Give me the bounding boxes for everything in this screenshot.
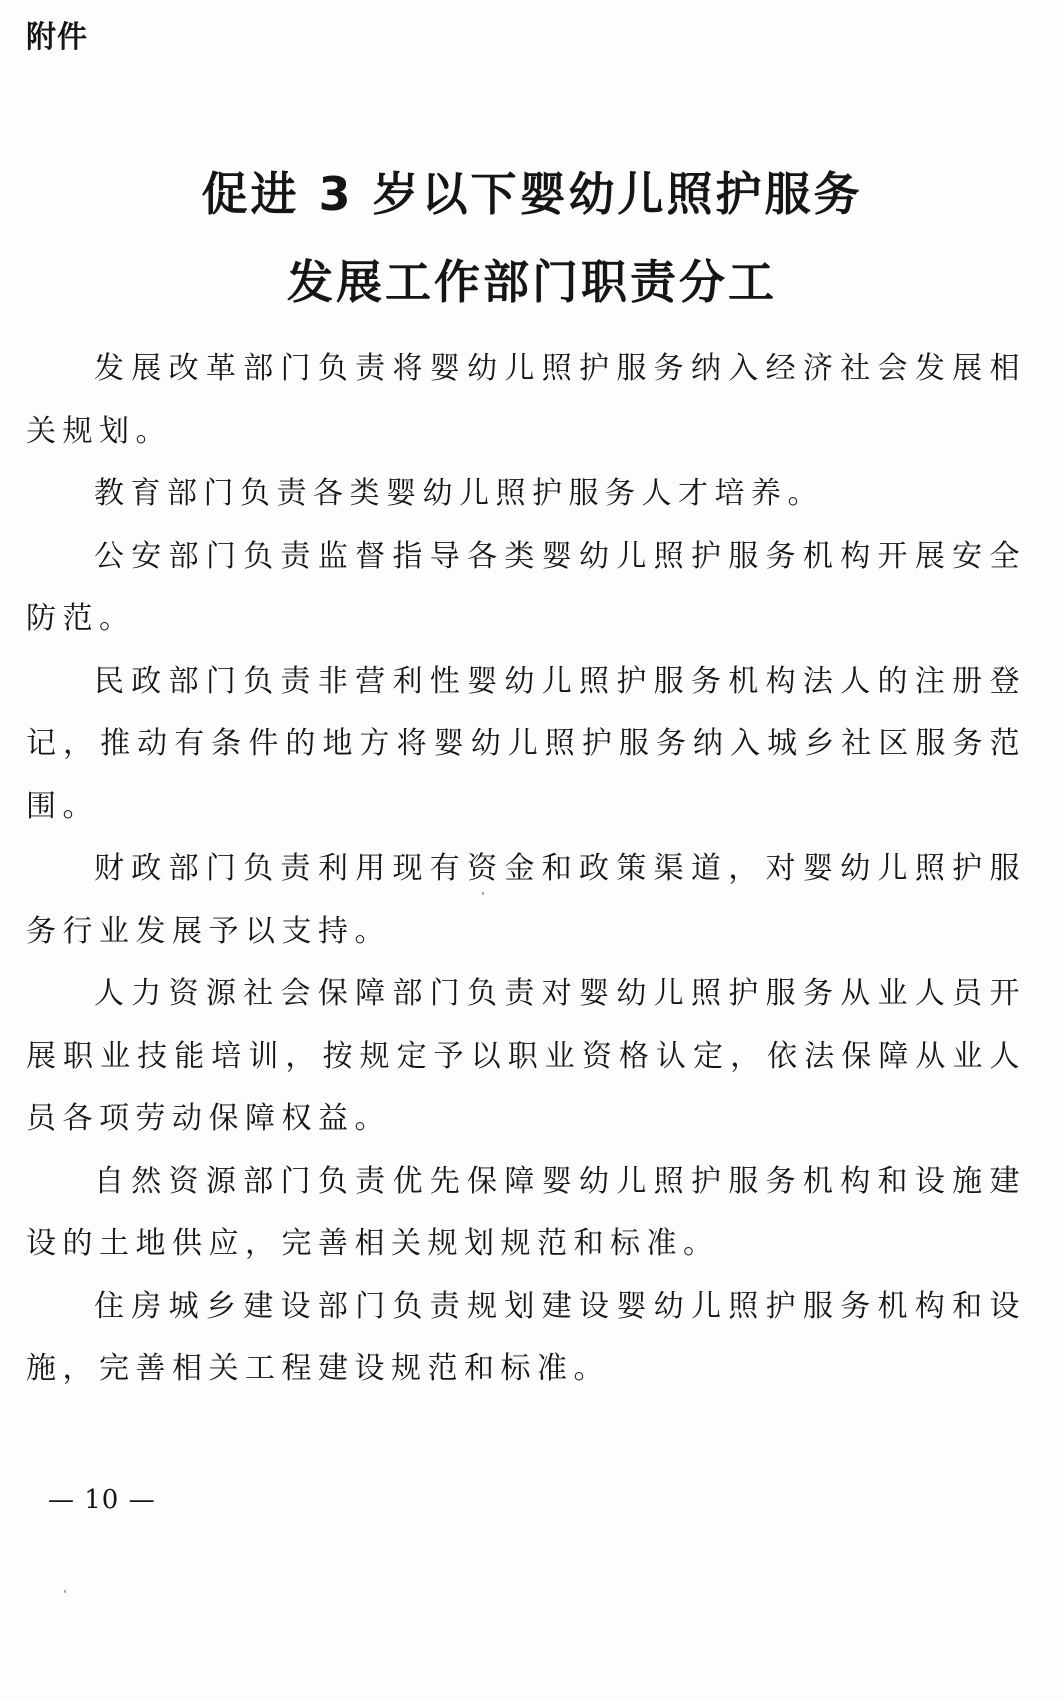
attachment-label: 附件 [26,20,88,55]
document-title [0,150,1064,326]
paragraph-housing-construction: 住房城乡建设部门负责规划建设婴幼儿照护服务机构和设施，完善相关工程建设规范和标准。 [26,1288,1026,1386]
scan-speck [482,892,484,895]
title-line-1: 促进 3 岁以下婴幼儿照护服务 [201,167,863,221]
paragraph-natural-resources: 自然资源部门负责优先保障婴幼儿照护服务机构和设施建设的土地供应，完善相关规划规范和标准。 [26,1163,1026,1261]
page-number: — 10 — [48,1485,156,1515]
paragraph-finance: 财政部门负责利用现有资金和政策渠道，对婴幼儿照护服务行业发展予以支持。 [26,851,1026,949]
paragraph-public-security: 公安部门负责监督指导各类婴幼儿照护服务机构开展安全防范。 [26,538,1026,636]
document-body [26,338,1026,1401]
paragraph-human-resources: 人力资源社会保障部门负责对婴幼儿照护服务从业人员开展职业技能培训，按规定予以职业资格认定，依法保障从业人员各项劳动保障权益。 [26,976,1026,1136]
paragraph-education: 教育部门负责各类婴幼儿照护服务人才培养。 [94,476,824,511]
paragraph-development-reform: 发展改革部门负责将婴幼儿照护服务纳入经济社会发展相关规划。 [26,351,1026,449]
scan-speck [64,1590,66,1593]
paragraph-civil-affairs: 民政部门负责非营利性婴幼儿照护服务机构法人的注册登记，推动有条件的地方将婴幼儿照护服务纳入城乡社区服务范围。 [26,663,1026,824]
title-line-2: 发展工作部门职责分工 [287,255,777,309]
